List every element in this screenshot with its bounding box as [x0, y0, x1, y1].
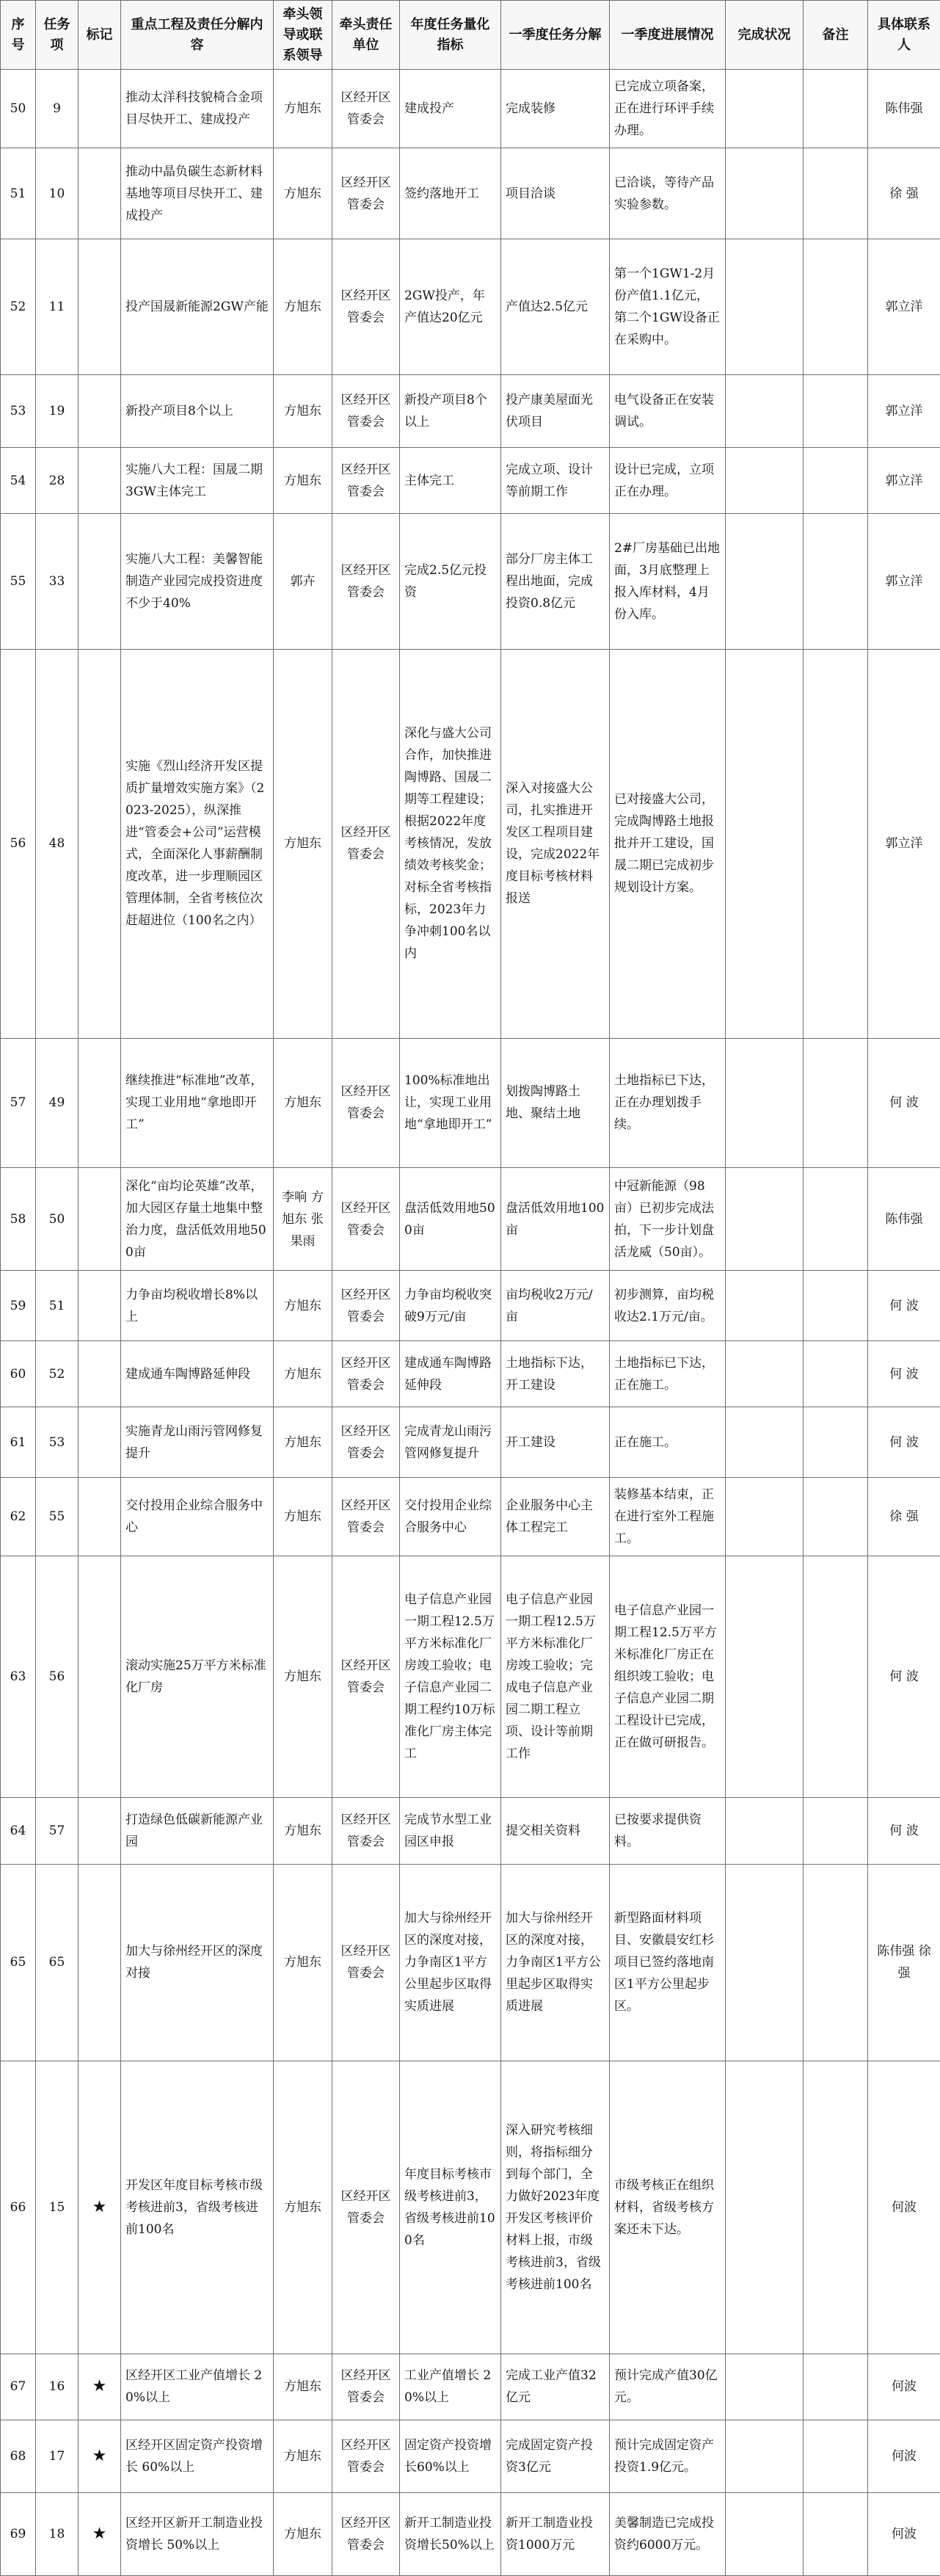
- table-row: [1, 514, 940, 650]
- responsible-unit-cell: 区经开区管委会: [332, 1271, 400, 1341]
- completion-status-cell: [726, 1556, 804, 1798]
- q1-task-cell: 企业服务中心主体工程完工: [501, 1478, 610, 1556]
- remark-cell: [804, 514, 868, 650]
- responsible-unit-cell: 区经开区管委会: [332, 1864, 400, 2061]
- responsible-unit-cell: 区经开区管委会: [332, 1038, 400, 1167]
- row-number-cell: 67: [1, 2354, 36, 2420]
- mark-star-cell: [79, 1556, 121, 1798]
- q1-task-cell: 亩均税收2万元/亩: [501, 1271, 610, 1341]
- header-cell-q1-task: 一季度任务分解: [501, 1, 610, 70]
- q1-task-cell: 电子信息产业园一期工程12.5万平方米标准化厂房竣工验收；完成电子信息产业园二期工程立项、设计等前期工作: [501, 1556, 610, 1798]
- row-number-cell: 65: [1, 1864, 36, 2061]
- task-item-cell: 9: [36, 70, 79, 148]
- responsible-unit-cell: 区经开区管委会: [332, 374, 400, 447]
- annual-target-cell: 完成2.5亿元投资: [400, 514, 501, 650]
- annual-target-cell: 固定资产投资增长60%以上: [400, 2420, 501, 2492]
- table-row: [1, 2420, 940, 2492]
- responsible-unit-cell: 区经开区管委会: [332, 2354, 400, 2420]
- q1-progress-cell: 美馨制造已完成投资约6000万元。: [610, 2493, 726, 2576]
- leader-name-cell: 方旭东: [274, 2493, 332, 2576]
- annual-target-cell: 新开工制造业投资增长50%以上: [400, 2493, 501, 2576]
- leader-name-cell: 方旭东: [274, 374, 332, 447]
- table-row: [1, 2493, 940, 2576]
- header-cell-contact: 具体联系人: [868, 1, 940, 70]
- table-row: [1, 1271, 940, 1341]
- mark-star-cell: [79, 1271, 121, 1341]
- task-item-cell: 11: [36, 239, 79, 375]
- row-number-cell: 66: [1, 2061, 36, 2354]
- table-row: [1, 148, 940, 239]
- row-number-cell: 69: [1, 2493, 36, 2576]
- task-item-cell: 49: [36, 1038, 79, 1167]
- contact-person-cell: 何 波: [868, 1271, 940, 1341]
- table-row: [1, 448, 940, 514]
- remark-cell: [804, 1556, 868, 1798]
- table-row: [1, 2061, 940, 2354]
- task-content-cell: 加大与徐州经开区的深度对接: [121, 1864, 274, 2061]
- task-content-cell: 滚动实施25万平方米标准化厂房: [121, 1556, 274, 1798]
- q1-task-cell: 土地指标下达，开工建设: [501, 1341, 610, 1407]
- q1-task-cell: 新开工制造业投资1000万元: [501, 2493, 610, 2576]
- task-item-cell: 65: [36, 1864, 79, 2061]
- q1-task-cell: 深入研究考核细则，将指标细分到每个部门，全力做好2023年度开发区考核评价材料上报，市级考核进前3，省级考核进前100名: [501, 2061, 610, 2354]
- leader-name-cell: 方旭东: [274, 650, 332, 1039]
- responsible-unit-cell: 区经开区管委会: [332, 1556, 400, 1798]
- table-row: [1, 1167, 940, 1271]
- task-item-cell: 56: [36, 1556, 79, 1798]
- completion-status-cell: [726, 2061, 804, 2354]
- q1-task-cell: 提交相关资料: [501, 1798, 610, 1864]
- task-content-cell: 新投产项目8个以上: [121, 374, 274, 447]
- header-cell-leader: 牵头领导或联系领导: [274, 1, 332, 70]
- row-number-cell: 50: [1, 70, 36, 148]
- task-item-cell: 16: [36, 2354, 79, 2420]
- remark-cell: [804, 1341, 868, 1407]
- remark-cell: [804, 1407, 868, 1478]
- completion-status-cell: [726, 2493, 804, 2576]
- header-cell-status: 完成状况: [726, 1, 804, 70]
- remark-cell: [804, 1864, 868, 2061]
- remark-cell: [804, 1478, 868, 1556]
- q1-progress-cell: 设计已完成，立项正在办理。: [610, 448, 726, 514]
- header-cell-content: 重点工程及责任分解内容: [121, 1, 274, 70]
- task-item-cell: 28: [36, 448, 79, 514]
- responsible-unit-cell: 区经开区管委会: [332, 239, 400, 375]
- leader-name-cell: 方旭东: [274, 2061, 332, 2354]
- q1-progress-cell: 预计完成固定资产投资1.9亿元。: [610, 2420, 726, 2492]
- q1-task-cell: 完成立项、设计等前期工作: [501, 448, 610, 514]
- header-cell-no: 序号: [1, 1, 36, 70]
- q1-progress-cell: 电子信息产业园一期工程12.5万平方米标准化厂房正在组织竣工验收；电子信息产业园二期工程设计已完成，正在做可研报告。: [610, 1556, 726, 1798]
- task-content-cell: 区经开区工业产值增长 20%以上: [121, 2354, 274, 2420]
- leader-name-cell: 方旭东: [274, 2420, 332, 2492]
- task-content-cell: 区经开区新开工制造业投资增长 50%以上: [121, 2493, 274, 2576]
- mark-star-cell: [79, 1341, 121, 1407]
- annual-target-cell: 新投产项目8个以上: [400, 374, 501, 447]
- q1-task-cell: 划拨陶博路土地、聚结土地: [501, 1038, 610, 1167]
- contact-person-cell: 徐 强: [868, 148, 940, 239]
- q1-task-cell: 产值达2.5亿元: [501, 239, 610, 375]
- task-content-cell: 实施《烈山经济开发区提质扩量增效实施方案》（2023-2025），纵深推进“管委会+公司”运营模式，全面深化人事薪酬制度改革，进一步理顺园区管理体制，全省考核位次赶超进位（100名之内）: [121, 650, 274, 1039]
- responsible-unit-cell: 区经开区管委会: [332, 148, 400, 239]
- mark-star-cell: [79, 1167, 121, 1271]
- completion-status-cell: [726, 148, 804, 239]
- q1-progress-cell: 电气设备正在安装调试。: [610, 374, 726, 447]
- task-content-cell: 实施八大工程：美馨智能制造产业园完成投资进度不少于40%: [121, 514, 274, 650]
- leader-name-cell: 方旭东: [274, 1341, 332, 1407]
- mark-star-cell: [79, 448, 121, 514]
- row-number-cell: 51: [1, 148, 36, 239]
- row-number-cell: 62: [1, 1478, 36, 1556]
- completion-status-cell: [726, 1478, 804, 1556]
- q1-progress-cell: 新型路面材料项目、安徽晨安红杉项目已签约落地南区1平方公里起步区。: [610, 1864, 726, 2061]
- mark-star-cell: ★: [79, 2354, 121, 2420]
- completion-status-cell: [726, 239, 804, 375]
- remark-cell: [804, 2493, 868, 2576]
- annual-target-cell: 力争亩均税收突破9万元/亩: [400, 1271, 501, 1341]
- annual-target-cell: 深化与盛大公司合作，加快推进陶博路、国晟二期等工程建设；根据2022年度考核情况，发放绩效考核奖金；对标全省考核指标，2023年力争冲刺100名以内: [400, 650, 501, 1039]
- responsible-unit-cell: 区经开区管委会: [332, 1167, 400, 1271]
- mark-star-cell: [79, 374, 121, 447]
- contact-person-cell: 徐 强: [868, 1478, 940, 1556]
- annual-target-cell: 加大与徐州经开区的深度对接，力争南区1平方公里起步区取得实质进展: [400, 1864, 501, 2061]
- row-number-cell: 53: [1, 374, 36, 447]
- mark-star-cell: [79, 1798, 121, 1864]
- responsible-unit-cell: 区经开区管委会: [332, 2061, 400, 2354]
- mark-star-cell: ★: [79, 2061, 121, 2354]
- contact-person-cell: 郭立洋: [868, 514, 940, 650]
- completion-status-cell: [726, 1167, 804, 1271]
- row-number-cell: 63: [1, 1556, 36, 1798]
- remark-cell: [804, 148, 868, 239]
- completion-status-cell: [726, 1407, 804, 1478]
- leader-name-cell: 李响 方旭东 张果雨: [274, 1167, 332, 1271]
- completion-status-cell: [726, 2354, 804, 2420]
- q1-progress-cell: 已对接盛大公司，完成陶博路土地报批并开工建设，国晟二期已完成初步规划设计方案。: [610, 650, 726, 1039]
- row-number-cell: 57: [1, 1038, 36, 1167]
- row-number-cell: 56: [1, 650, 36, 1039]
- q1-progress-cell: 第一个1GW1-2月份产值1.1亿元，第二个1GW设备正在采购中。: [610, 239, 726, 375]
- remark-cell: [804, 70, 868, 148]
- annual-target-cell: 电子信息产业园一期工程12.5万平方米标准化厂房竣工验收；电子信息产业园二期工程约10万标准化厂房主体完工: [400, 1556, 501, 1798]
- completion-status-cell: [726, 374, 804, 447]
- q1-task-cell: 开工建设: [501, 1407, 610, 1478]
- header-cell-mark: 标记: [79, 1, 121, 70]
- leader-name-cell: 方旭东: [274, 1478, 332, 1556]
- remark-cell: [804, 1271, 868, 1341]
- row-number-cell: 55: [1, 514, 36, 650]
- responsible-unit-cell: 区经开区管委会: [332, 1407, 400, 1478]
- mark-star-cell: [79, 1038, 121, 1167]
- annual-target-cell: 完成节水型工业园区申报: [400, 1798, 501, 1864]
- table-row: [1, 374, 940, 447]
- completion-status-cell: [726, 1038, 804, 1167]
- completion-status-cell: [726, 1798, 804, 1864]
- header-cell-annual: 年度任务量化指标: [400, 1, 501, 70]
- task-content-cell: 力争亩均税收增长8%以上: [121, 1271, 274, 1341]
- task-content-cell: 深化“亩均论英雄”改革，加大园区存量土地集中整治力度，盘活低效用地500亩: [121, 1167, 274, 1271]
- task-item-cell: 10: [36, 148, 79, 239]
- task-content-cell: 投产国晟新能源2GW产能: [121, 239, 274, 375]
- row-number-cell: 68: [1, 2420, 36, 2492]
- annual-target-cell: 年度目标考核市级考核进前3，省级考核进前100名: [400, 2061, 501, 2354]
- responsible-unit-cell: 区经开区管委会: [332, 650, 400, 1039]
- q1-task-cell: 完成装修: [501, 70, 610, 148]
- annual-target-cell: 完成青龙山雨污管网修复提升: [400, 1407, 501, 1478]
- q1-progress-cell: 预计完成产值30亿元。: [610, 2354, 726, 2420]
- q1-progress-cell: 初步测算，亩均税收达2.1万元/亩。: [610, 1271, 726, 1341]
- header-cell-q1-progress: 一季度进展情况: [610, 1, 726, 70]
- completion-status-cell: [726, 1271, 804, 1341]
- remark-cell: [804, 374, 868, 447]
- completion-status-cell: [726, 1341, 804, 1407]
- task-content-cell: 继续推进“标准地”改革，实现工业用地“拿地即开工”: [121, 1038, 274, 1167]
- q1-progress-cell: 2#厂房基础已出地面，3月底整理上报入库材料，4月份入库。: [610, 514, 726, 650]
- q1-task-cell: 部分厂房主体工程出地面，完成投资0.8亿元: [501, 514, 610, 650]
- table-row: [1, 1341, 940, 1407]
- table-row: [1, 1478, 940, 1556]
- leader-name-cell: 方旭东: [274, 2354, 332, 2420]
- remark-cell: [804, 1167, 868, 1271]
- responsible-unit-cell: 区经开区管委会: [332, 2493, 400, 2576]
- mark-star-cell: ★: [79, 2493, 121, 2576]
- task-content-cell: 交付投用企业综合服务中心: [121, 1478, 274, 1556]
- annual-target-cell: 主体完工: [400, 448, 501, 514]
- mark-star-cell: [79, 514, 121, 650]
- header-cell-remark: 备注: [804, 1, 868, 70]
- task-item-cell: 55: [36, 1478, 79, 1556]
- row-number-cell: 52: [1, 239, 36, 375]
- task-item-cell: 52: [36, 1341, 79, 1407]
- leader-name-cell: 方旭东: [274, 1798, 332, 1864]
- leader-name-cell: 方旭东: [274, 1407, 332, 1478]
- contact-person-cell: 郭立洋: [868, 448, 940, 514]
- row-number-cell: 58: [1, 1167, 36, 1271]
- remark-cell: [804, 448, 868, 514]
- task-item-cell: 33: [36, 514, 79, 650]
- mark-star-cell: [79, 239, 121, 375]
- remark-cell: [804, 2354, 868, 2420]
- responsible-unit-cell: 区经开区管委会: [332, 514, 400, 650]
- completion-status-cell: [726, 2420, 804, 2492]
- task-content-cell: 开发区年度目标考核市级考核进前3，省级考核进前100名: [121, 2061, 274, 2354]
- table-row: [1, 1038, 940, 1167]
- header-cell-item: 任务项: [36, 1, 79, 70]
- responsible-unit-cell: 区经开区管委会: [332, 1478, 400, 1556]
- task-item-cell: 18: [36, 2493, 79, 2576]
- contact-person-cell: 何 波: [868, 1407, 940, 1478]
- completion-status-cell: [726, 1864, 804, 2061]
- remark-cell: [804, 1038, 868, 1167]
- leader-name-cell: 方旭东: [274, 1038, 332, 1167]
- header-row: [1, 1, 940, 70]
- leader-name-cell: 方旭东: [274, 1864, 332, 2061]
- q1-task-cell: 深入对接盛大公司，扎实推进开发区工程项目建设，完成2022年度目标考核材料报送: [501, 650, 610, 1039]
- q1-task-cell: 盘活低效用地100亩: [501, 1167, 610, 1271]
- remark-cell: [804, 2061, 868, 2354]
- q1-task-cell: 完成工业产值32亿元: [501, 2354, 610, 2420]
- contact-person-cell: 陈伟强: [868, 70, 940, 148]
- table-row: [1, 650, 940, 1039]
- contact-person-cell: 郭立洋: [868, 650, 940, 1039]
- contact-person-cell: 郭立洋: [868, 374, 940, 447]
- q1-task-cell: 加大与徐州经开区的深度对接，力争南区1平方公里起步区取得实质进展: [501, 1864, 610, 2061]
- contact-person-cell: 陈伟强: [868, 1167, 940, 1271]
- completion-status-cell: [726, 650, 804, 1039]
- q1-progress-cell: 已完成立项备案，正在进行环评手续办理。: [610, 70, 726, 148]
- annual-target-cell: 建成通车陶博路延伸段: [400, 1341, 501, 1407]
- remark-cell: [804, 650, 868, 1039]
- leader-name-cell: 方旭东: [274, 239, 332, 375]
- responsible-unit-cell: 区经开区管委会: [332, 1341, 400, 1407]
- row-number-cell: 59: [1, 1271, 36, 1341]
- task-item-cell: 53: [36, 1407, 79, 1478]
- remark-cell: [804, 239, 868, 375]
- task-content-cell: 建成通车陶博路延伸段: [121, 1341, 274, 1407]
- contact-person-cell: 郭立洋: [868, 239, 940, 375]
- contact-person-cell: 何 波: [868, 1556, 940, 1798]
- table-row: [1, 1864, 940, 2061]
- contact-person-cell: 陈伟强 徐 强: [868, 1864, 940, 2061]
- row-number-cell: 54: [1, 448, 36, 514]
- q1-progress-cell: 正在施工。: [610, 1407, 726, 1478]
- task-item-cell: 51: [36, 1271, 79, 1341]
- contact-person-cell: 何波: [868, 2354, 940, 2420]
- mark-star-cell: ★: [79, 2420, 121, 2492]
- task-content-cell: 推动太洋科技貌椅合金项目尽快开工、建成投产: [121, 70, 274, 148]
- mark-star-cell: [79, 1864, 121, 2061]
- table-row: [1, 70, 940, 148]
- task-item-cell: 50: [36, 1167, 79, 1271]
- responsible-unit-cell: 区经开区管委会: [332, 70, 400, 148]
- task-content-cell: 区经开区固定资产投资增长 60%以上: [121, 2420, 274, 2492]
- q1-progress-cell: 土地指标已下达，正在施工。: [610, 1341, 726, 1407]
- leader-name-cell: 方旭东: [274, 1556, 332, 1798]
- q1-task-cell: 项目洽谈: [501, 148, 610, 239]
- task-item-cell: 17: [36, 2420, 79, 2492]
- row-number-cell: 64: [1, 1798, 36, 1864]
- annual-target-cell: 盘活低效用地500亩: [400, 1167, 501, 1271]
- mark-star-cell: [79, 70, 121, 148]
- task-item-cell: 57: [36, 1798, 79, 1864]
- task-content-cell: 推动中晶负碳生态新材料基地等项目尽快开工、建成投产: [121, 148, 274, 239]
- responsible-unit-cell: 区经开区管委会: [332, 1798, 400, 1864]
- annual-target-cell: 工业产值增长 20%以上: [400, 2354, 501, 2420]
- task-item-cell: 19: [36, 374, 79, 447]
- remark-cell: [804, 1798, 868, 1864]
- q1-task-cell: 完成固定资产投资3亿元: [501, 2420, 610, 2492]
- leader-name-cell: 郭卉: [274, 514, 332, 650]
- mark-star-cell: [79, 1478, 121, 1556]
- contact-person-cell: 何 波: [868, 1798, 940, 1864]
- leader-name-cell: 方旭东: [274, 70, 332, 148]
- annual-target-cell: 2GW投产，年产值达20亿元: [400, 239, 501, 375]
- contact-person-cell: 何波: [868, 2493, 940, 2576]
- q1-progress-cell: 中冠新能源（98亩）已初步完成法拍，下一步计划盘活龙威（50亩）。: [610, 1167, 726, 1271]
- q1-task-cell: 投产康美屋面光伏项目: [501, 374, 610, 447]
- leader-name-cell: 方旭东: [274, 148, 332, 239]
- table-row: [1, 1407, 940, 1478]
- annual-target-cell: 建成投产: [400, 70, 501, 148]
- table-row: [1, 1556, 940, 1798]
- completion-status-cell: [726, 448, 804, 514]
- task-content-cell: 打造绿色低碳新能源产业园: [121, 1798, 274, 1864]
- row-number-cell: 61: [1, 1407, 36, 1478]
- task-item-cell: 48: [36, 650, 79, 1039]
- mark-star-cell: [79, 650, 121, 1039]
- annual-target-cell: 签约落地开工: [400, 148, 501, 239]
- contact-person-cell: 何波: [868, 2420, 940, 2492]
- q1-progress-cell: 已按要求提供资料。: [610, 1798, 726, 1864]
- task-content-cell: 实施八大工程：国晟二期3GW主体完工: [121, 448, 274, 514]
- q1-progress-cell: 装修基本结束，正在进行室外工程施工。: [610, 1478, 726, 1556]
- header-cell-unit: 牵头责任单位: [332, 1, 400, 70]
- q1-progress-cell: 已洽谈，等待产品实验参数。: [610, 148, 726, 239]
- responsible-unit-cell: 区经开区管委会: [332, 2420, 400, 2492]
- table-row: [1, 2354, 940, 2420]
- completion-status-cell: [726, 70, 804, 148]
- q1-progress-cell: 市级考核正在组织材料，省级考核方案还未下达。: [610, 2061, 726, 2354]
- leader-name-cell: 方旭东: [274, 448, 332, 514]
- table-row: [1, 1798, 940, 1864]
- remark-cell: [804, 2420, 868, 2492]
- task-item-cell: 15: [36, 2061, 79, 2354]
- mark-star-cell: [79, 148, 121, 239]
- contact-person-cell: 何 波: [868, 1341, 940, 1407]
- contact-person-cell: 何 波: [868, 1038, 940, 1167]
- table-row: [1, 239, 940, 375]
- leader-name-cell: 方旭东: [274, 1271, 332, 1341]
- q1-progress-cell: 土地指标已下达，正在办理划拨手续。: [610, 1038, 726, 1167]
- annual-target-cell: 交付投用企业综合服务中心: [400, 1478, 501, 1556]
- contact-person-cell: 何波: [868, 2061, 940, 2354]
- mark-star-cell: [79, 1407, 121, 1478]
- responsible-unit-cell: 区经开区管委会: [332, 448, 400, 514]
- task-content-cell: 实施青龙山雨污管网修复提升: [121, 1407, 274, 1478]
- row-number-cell: 60: [1, 1341, 36, 1407]
- annual-target-cell: 100%标准地出让，实现工业用地“拿地即开工”: [400, 1038, 501, 1167]
- completion-status-cell: [726, 514, 804, 650]
